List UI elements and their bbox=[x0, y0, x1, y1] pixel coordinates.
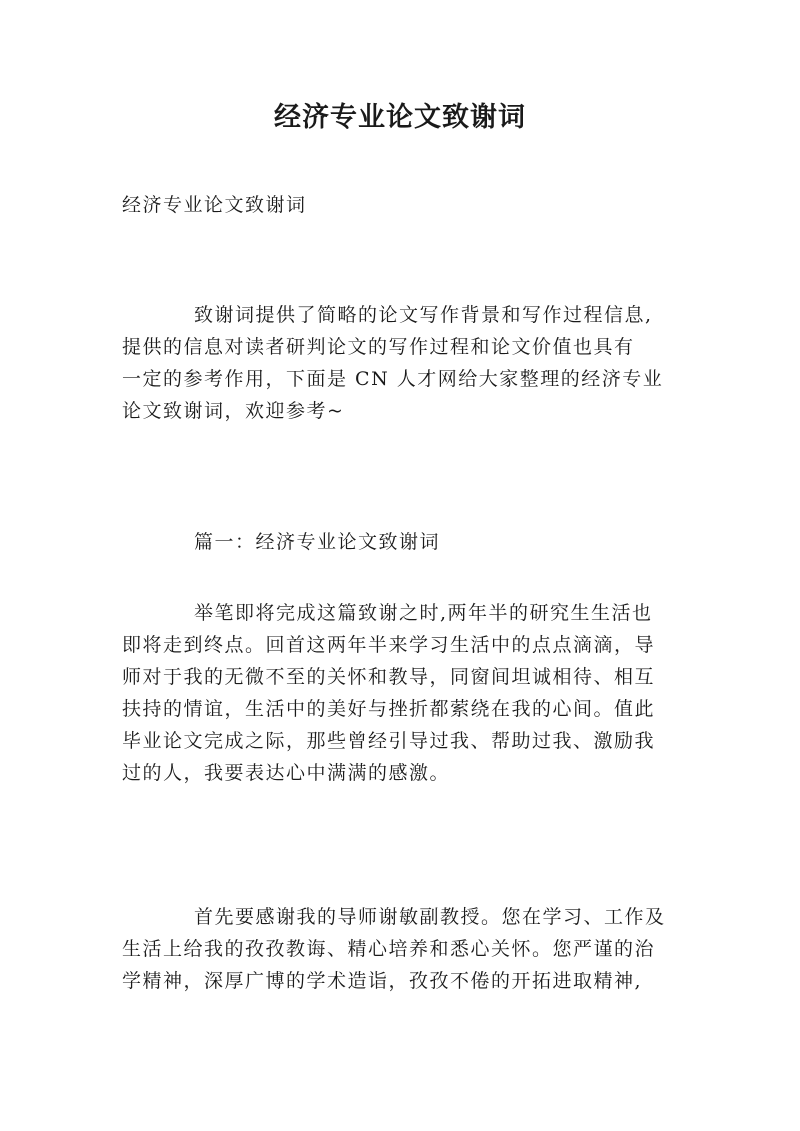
paragraph-line: 生活上给我的孜孜教诲、精心培养和悉心关怀。您严谨的治 bbox=[122, 938, 656, 960]
intro-line: 论文致谢词，欢迎参考~ bbox=[122, 400, 345, 422]
paragraph-line: 学精神，深厚广博的学术造诣，孜孜不倦的开拓进取精神, bbox=[122, 970, 643, 992]
document-subtitle: 经济专业论文致谢词 bbox=[122, 194, 307, 216]
body-paragraph-1 bbox=[122, 597, 684, 789]
section-heading: 篇一：经济专业论文致谢词 bbox=[194, 531, 441, 553]
intro-paragraph bbox=[122, 299, 684, 427]
paragraph-line: 毕业论文完成之际，那些曾经引导过我、帮助过我、激励我 bbox=[122, 730, 656, 752]
paragraph-line: 举笔即将完成这篇致谢之时,两年半的研究生生活也 bbox=[194, 602, 653, 624]
paragraph-line: 师对于我的无微不至的关怀和教导，同窗间坦诚相待、相互 bbox=[122, 666, 656, 688]
intro-line: 提供的信息对读者研判论文的写作过程和论文价值也具有 bbox=[122, 336, 635, 358]
paragraph-line: 首先要感谢我的导师谢敏副教授。您在学习、工作及 bbox=[194, 906, 666, 928]
document-title: 经济专业论文致谢词 bbox=[274, 102, 526, 133]
paragraph-line: 即将走到终点。回首这两年半来学习生活中的点点滴滴，导 bbox=[122, 634, 656, 656]
paragraph-line: 扶持的情谊，生活中的美好与挫折都萦绕在我的心间。值此 bbox=[122, 698, 656, 720]
body-paragraph-2 bbox=[122, 901, 684, 997]
intro-line: 致谢词提供了简略的论文写作背景和写作过程信息, bbox=[194, 304, 653, 326]
intro-line: 一定的参考作用，下面是 CN 人才网给大家整理的经济专业 bbox=[122, 368, 664, 390]
paragraph-line: 过的人，我要表达心中满满的感激。 bbox=[122, 762, 451, 784]
